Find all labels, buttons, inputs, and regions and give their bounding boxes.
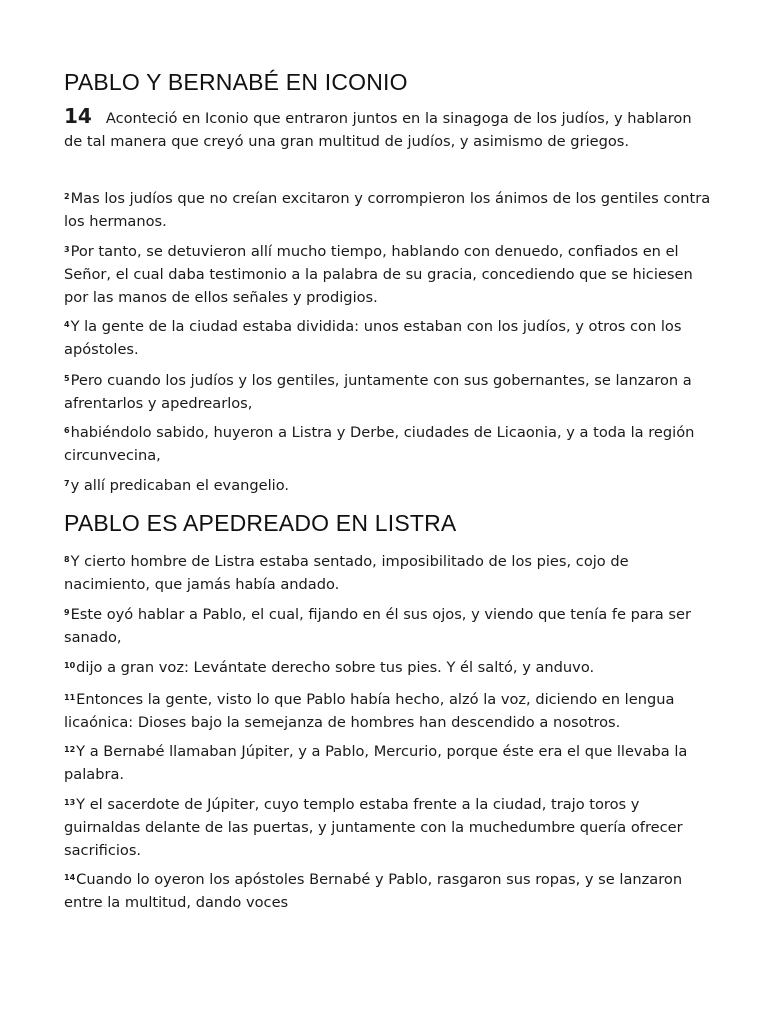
verse-6 [64, 419, 714, 467]
verse-number: 9 [64, 608, 70, 617]
verse-2 [64, 185, 714, 233]
chapter-number: 14 [64, 104, 92, 128]
verse-number: 7 [64, 479, 70, 488]
verse-7 [64, 472, 714, 497]
verse-number: 8 [64, 555, 70, 564]
verse-number: 12 [64, 745, 76, 754]
verse-number: 14 [64, 873, 76, 882]
verse-12 [64, 738, 714, 786]
verse-number: 2 [64, 192, 70, 201]
verse-text: Este oyó hablar a Pablo, el cual, fijando en él sus ojos, y viendo que tenía fe para ser sanado, [64, 606, 691, 646]
verse-number: 13 [64, 798, 76, 807]
verse-8 [64, 548, 714, 596]
verse-text: Y el sacerdote de Júpiter, cuyo templo estaba frente a la ciudad, trajo toros y guirnaldas delante de las puertas, y juntamente con la muchedumbre quería ofrecer sacrificios. [64, 796, 683, 859]
verse-11 [64, 686, 714, 734]
verse-number: 5 [64, 374, 70, 383]
verse-text: Pero cuando los judíos y los gentiles, juntamente con sus gobernantes, se lanzaron a afrentarlos y apedrearlos, [64, 372, 692, 412]
verse-14 [64, 866, 714, 914]
verse-text: Y a Bernabé llamaban Júpiter, y a Pablo, Mercurio, porque éste era el que llevaba la palabra. [64, 743, 688, 783]
verse-text: y allí predicaban el evangelio. [70, 477, 290, 494]
section-heading-listra: PABLO ES APEDREADO EN LISTRA [64, 510, 457, 536]
verse-13 [64, 791, 714, 862]
verse-10 [64, 654, 714, 679]
verse-9 [64, 601, 714, 649]
verse-text: Aconteció en Iconio que entraron juntos en la sinagoga de los judíos, y hablaron de tal manera que creyó una gran multitud de judíos, y asimismo de griegos. [64, 110, 692, 150]
verse-5 [64, 367, 714, 415]
verse-number: 4 [64, 320, 70, 329]
verse-number: 10 [64, 661, 76, 670]
verse-text: Mas los judíos que no creían excitaron y corrompieron los ánimos de los gentiles contra los hermanos. [64, 190, 711, 230]
verse-text: Entonces la gente, visto lo que Pablo había hecho, alzó la voz, diciendo en lengua licaónica: Dioses bajo la semejanza de hombres han descendido a nosotros. [64, 691, 675, 731]
verse-text: Y cierto hombre de Listra estaba sentado, imposibilitado de los pies, cojo de nacimiento, que jamás había andado. [64, 553, 629, 593]
verse-text: Por tanto, se detuvieron allí mucho tiempo, hablando con denuedo, confiados en el Señor, el cual daba testimonio a la palabra de su gracia, concediendo que se hiciesen por las manos de ellos señales y prodigios. [64, 243, 693, 306]
verse-4 [64, 313, 714, 361]
verse-3 [64, 238, 714, 309]
section-heading-iconio: PABLO Y BERNABÉ EN ICONIO [64, 69, 408, 95]
verse-number: 6 [64, 426, 70, 435]
verse-text: Cuando lo oyeron los apóstoles Bernabé y Pablo, rasgaron sus ropas, y se lanzaron entre la multitud, dando voces [64, 871, 683, 911]
verse-number: 11 [64, 693, 76, 702]
verse-1 [64, 105, 714, 153]
verse-text: dijo a gran voz: Levántate derecho sobre tus pies. Y él saltó, y anduvo. [76, 659, 595, 676]
verse-text: Y la gente de la ciudad estaba dividida: unos estaban con los judíos, y otros con los apóstoles. [64, 318, 682, 358]
verse-number: 3 [64, 245, 70, 254]
verse-text: habiéndolo sabido, huyeron a Listra y Derbe, ciudades de Licaonia, y a toda la región circunvecina, [64, 424, 695, 464]
